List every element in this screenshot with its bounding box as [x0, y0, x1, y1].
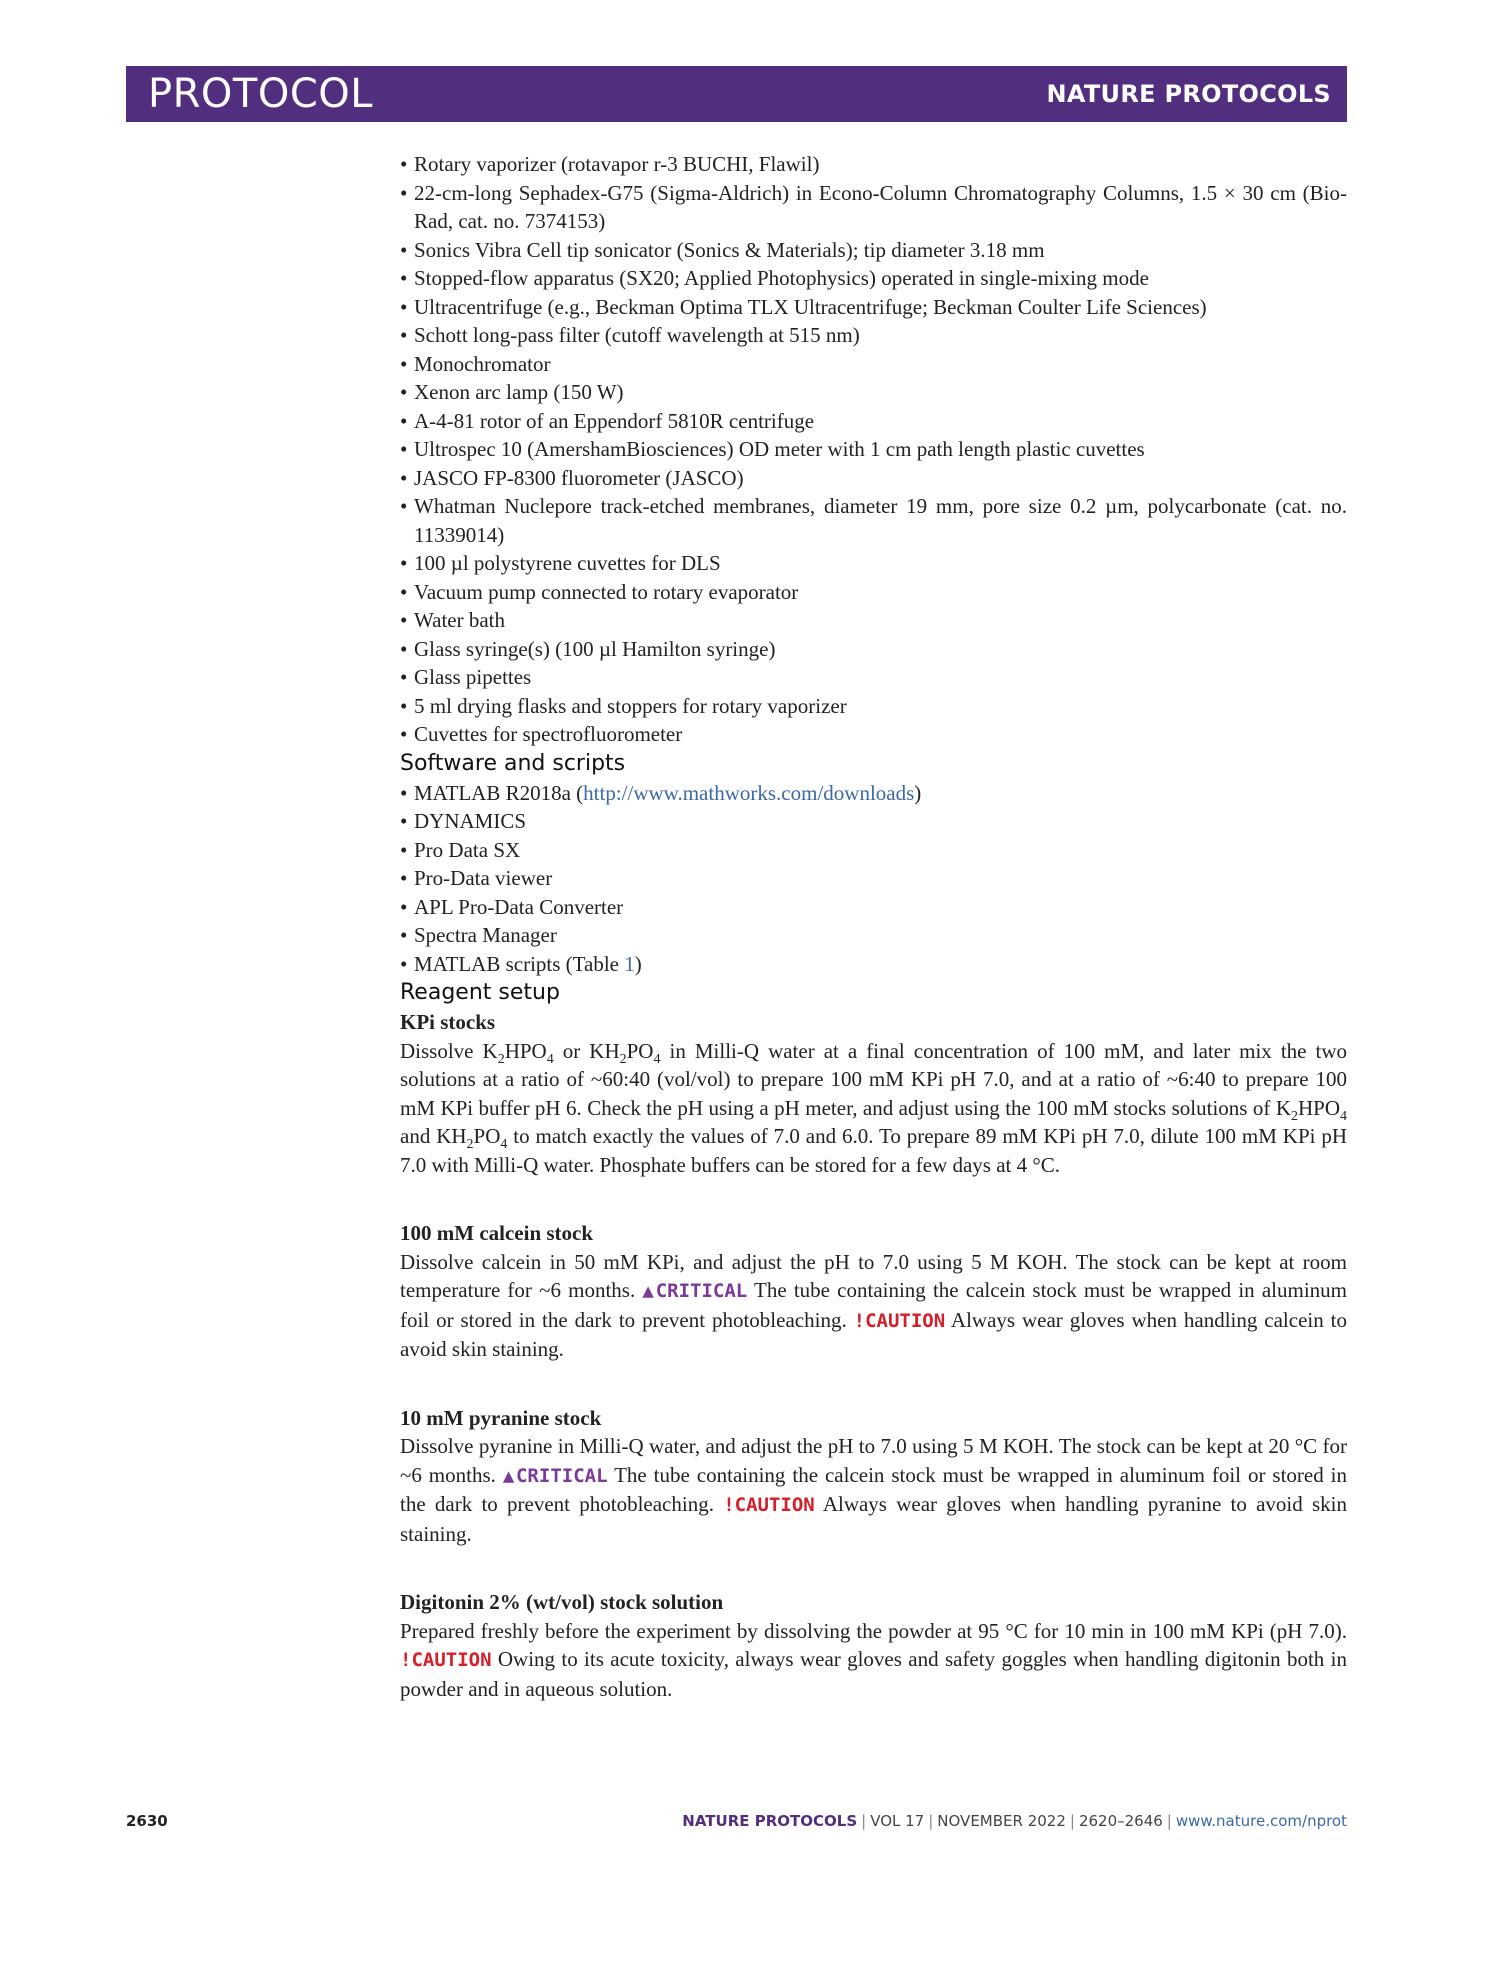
text-run: The tube containing the calcein stock must be wrapped in aluminum foil or stored in the dark to prevent photobleaching. [400, 1278, 1348, 1332]
text-run: PO [473, 1124, 501, 1148]
text-run: The tube containing the calcein stock must be wrapped in aluminum foil or stored in the dark to prevent photobleaching. [400, 1462, 1348, 1516]
caution-badge: !CAUTION [723, 1494, 815, 1516]
kpi-title: KPi stocks [400, 1010, 496, 1034]
list-item: • JASCO FP-8300 fluorometer (JASCO) [400, 464, 1347, 493]
mathworks-link[interactable]: http://www.mathworks.com/downloads [583, 780, 915, 805]
subscript: 4 [653, 1051, 661, 1067]
list-item: • Pro-Data viewer [400, 864, 1347, 893]
matlab-suffix: ) [914, 780, 922, 805]
article-type-label: PROTOCOL [148, 71, 374, 117]
critical-badge: ▲CRITICAL [502, 1464, 608, 1487]
critical-badge: ▲CRITICAL [642, 1280, 748, 1302]
list-item: • A-4-81 rotor of an Eppendorf 5810R centrifuge [400, 407, 1347, 436]
text-run: and KH [400, 1124, 467, 1148]
calcein-title: 100 mM calcein stock [400, 1221, 594, 1245]
text-run: Owing to its acute toxicity, always wear gloves and safety goggles when handling digitonin both in powder and in aqueous solution. [400, 1647, 1347, 1701]
text-run: in Milli-Q water at a final concentration of 100 mM, and later mix the two solutions at a ratio of ~60:40 (vol/vol) to prepare 100 mM KPi pH 7.0, and at a ratio of ~6:40 to prepare 100 mM KPi buffer pH 6. Check the pH using a pH meter, and adjust using the 100 mM stocks solutions of K [400, 1038, 1348, 1120]
list-item: • Stopped-flow apparatus (SX20; Applied Photophysics) operated in single-mixing mode [400, 264, 1347, 293]
list-item: • Monochromator [400, 350, 1347, 379]
page-number: 2630 [126, 1812, 168, 1830]
digitonin-title: Digitonin 2% (wt/vol) stock solution [400, 1590, 724, 1614]
table-1-link[interactable]: 1 [624, 951, 635, 976]
list-item: • APL Pro-Data Converter [400, 893, 1347, 922]
list-item [400, 779, 1347, 808]
footer-volume: VOL 17 [870, 1812, 925, 1830]
text-run: Always wear gloves when handling pyranine to avoid skin staining. [400, 1492, 1347, 1546]
text-run: HPO [1297, 1095, 1340, 1120]
list-item: • Schott long-pass filter (cutoff wavelength at 515 nm) [400, 321, 1347, 350]
subscript: 4 [1340, 1108, 1347, 1124]
subscript: 2 [619, 1051, 627, 1067]
pyranine-paragraph [400, 1432, 1347, 1548]
list-item: • Spectra Manager [400, 921, 1347, 950]
caution-badge: !CAUTION [400, 1649, 492, 1671]
footer-pages: 2620–2646 [1078, 1812, 1163, 1830]
list-item: • Ultracentrifuge (e.g., Beckman Optima TLX Ultracentrifuge; Beckman Coulter Life Sciences) [400, 293, 1347, 322]
journal-url-link[interactable]: www.nature.com/nprot [1175, 1812, 1347, 1830]
separator: | [928, 1812, 934, 1830]
digitonin-paragraph [400, 1617, 1347, 1704]
list-item: • 22-cm-long Sephadex-G75 (Sigma-Aldrich) in Econo-Column Chromatography Columns, 1.5 × 30 cm (Bio-Rad, cat. no. 7374153) [400, 179, 1347, 236]
list-item [400, 950, 1347, 979]
separator: | [1069, 1812, 1075, 1830]
list-item: • Xenon arc lamp (150 W) [400, 378, 1347, 407]
list-item: • Rotary vaporizer (rotavapor r-3 BUCHI, Flawil) [400, 150, 1347, 179]
text-run: Prepared freshly before the experiment by dissolving the powder at 95 °C for 10 min in 100 mM KPi (pH 7.0). [400, 1618, 1347, 1643]
subscript: 4 [500, 1137, 508, 1153]
list-item: • 5 ml drying flasks and stoppers for rotary vaporizer [400, 692, 1347, 721]
text-run: or KH [553, 1038, 620, 1063]
list-item: • Glass syringe(s) (100 µl Hamilton syringe) [400, 635, 1347, 664]
caution-badge: !CAUTION [853, 1309, 946, 1332]
main-content [400, 150, 1347, 1703]
list-item: • Ultrospec 10 (AmershamBiosciences) OD meter with 1 cm path length plastic cuvettes [400, 435, 1347, 464]
subscript: 4 [546, 1051, 554, 1067]
kpi-paragraph [400, 1037, 1347, 1180]
reagent-setup-heading: Reagent setup [400, 980, 560, 1005]
list-item: • Water bath [400, 606, 1347, 635]
list-item: • 100 µl polystyrene cuvettes for DLS [400, 549, 1347, 578]
separator: | [861, 1812, 867, 1830]
list-item: • Glass pipettes [400, 663, 1347, 692]
footer-date: NOVEMBER 2022 [937, 1812, 1066, 1830]
list-item: • DYNAMICS [400, 807, 1347, 836]
subscript: 2 [1290, 1108, 1298, 1124]
header-banner [126, 66, 1347, 122]
text-run: Always wear gloves when handling calcein to avoid skin staining. [400, 1307, 1347, 1361]
separator: | [1166, 1812, 1172, 1830]
list-item: • Vacuum pump connected to rotary evaporator [400, 578, 1347, 607]
footer-journal: NATURE PROTOCOLS [682, 1812, 858, 1830]
page-footer [126, 1812, 1347, 1830]
text-run: PO [626, 1038, 654, 1063]
list-item: • Sonics Vibra Cell tip sonicator (Sonics & Materials); tip diameter 3.18 mm [400, 236, 1347, 265]
subscript: 2 [497, 1051, 505, 1067]
subscript: 2 [466, 1137, 474, 1153]
text-run: to match exactly the values of 7.0 and 6.0. To prepare 89 mM KPi pH 7.0, dilute 100 mM KPi pH 7.0 with Milli-Q water. Phosphate buffers can be stored for a few days at 4 °C. [400, 1124, 1348, 1177]
software-heading: Software and scripts [400, 750, 626, 776]
text-run: Dissolve pyranine in Milli-Q water, and adjust the pH to 7.0 using 5 M KOH. The stock can be kept at 20 °C for ~6 months. [400, 1434, 1347, 1487]
text-run: Dissolve calcein in 50 mM KPi, and adjust the pH to 7.0 using 5 M KOH. The stock can be kept at room temperature for ~6 months. [400, 1249, 1347, 1302]
software-list [400, 779, 1347, 979]
list-item: • Whatman Nuclepore track-etched membranes, diameter 19 mm, pore size 0.2 µm, polycarbonate (cat. no. 11339014) [400, 492, 1347, 549]
text-run: Dissolve K [400, 1038, 498, 1063]
pyranine-title: 10 mM pyranine stock [400, 1405, 602, 1430]
scripts-suffix: ) [634, 951, 642, 976]
list-item: • Cuvettes for spectrofluorometer [400, 720, 1347, 749]
journal-name: NATURE PROTOCOLS [1046, 80, 1331, 108]
citation-line [682, 1812, 1347, 1830]
scripts-prefix: MATLAB scripts (Table [414, 951, 625, 976]
list-item: • Pro Data SX [400, 836, 1347, 865]
equipment-list [400, 150, 1347, 749]
calcein-paragraph [400, 1248, 1347, 1364]
text-run: HPO [504, 1038, 547, 1063]
matlab-prefix: MATLAB R2018a ( [414, 780, 584, 805]
